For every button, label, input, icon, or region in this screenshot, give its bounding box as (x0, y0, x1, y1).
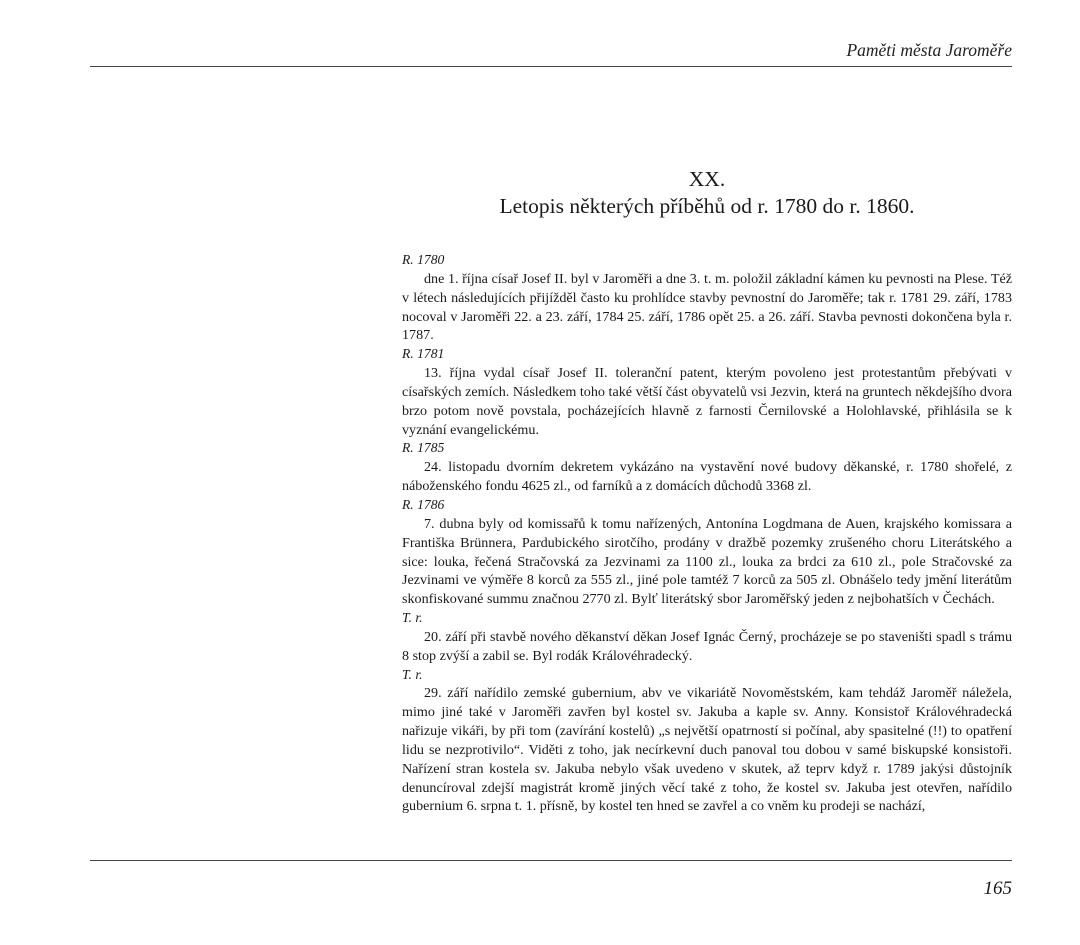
entry-paragraph: 29. září nařídilo zemské gubernium, abv ve vikariátě Novoměstském, kam tehdáž Jaroměř náležela, mimo jiné také v Jaroměři zavřen byl kostel sv. Jakuba a kaple sv. Anny. Konsistoř Královéhradecká nařizuje vikáři, by při tom (zavírání kostelů) „s největší opatrností si počínal, aby spasitelné (!!) to opatření lidu se nezprotivilo“. Viděti z toho, jak necírkevní duch panoval tou dobou v samé biskupské konsistoři. Nařízení stran kostela sv. Jakuba nebylo však uvedeno v skutek, až teprv když r. 1789 jakýsi důstojník denuncíroval zdejší magistrát kromě jiných věcí také z toho, že kostel sv. Jakuba jest otevřen, nařídilo gubernium 6. srpna t. 1. přísně, by kostel ten hned se zavřel a co vněm ku prodeji se nachází, (402, 685, 1012, 815)
entry-paragraph: 20. září při stavbě nového děkanství děkan Josef Ignác Černý, procházeje se po staveništi spadl s trámu 8 stop zvýší a zabil se. Byl rodák Královéhradecký. (402, 628, 1012, 664)
chapter-title: Letopis některých příběhů od r. 1780 do r. 1860. (499, 194, 915, 218)
entry (402, 439, 1012, 496)
entry (402, 345, 1012, 439)
header-rule (90, 66, 1012, 67)
footer-rule (90, 860, 1012, 861)
entry-paragraph: dne 1. října císař Josef II. byl v Jaroměři a dne 3. t. m. položil základní kámen ku pevnosti na Plese. Též v létech následujících přijížděl často ku prohlídce stavby pevnostní do Jaroměře; tak r. 1781 29. září, 1783 nocoval v Jaroměři 22. a 23. září, 1784 25. září, 1786 opět 25. a 26. září. Stavba pevnosti dokončena byla r. 1787. (402, 270, 1012, 344)
page-number: 165 (983, 878, 1012, 899)
entry-year-heading: T. r. (402, 666, 423, 682)
chapter-number: XX. (688, 167, 726, 191)
running-title: Paměti města Jaroměře (846, 40, 1012, 60)
entry-year-heading: R. 1785 (402, 440, 445, 456)
entry (402, 609, 1012, 666)
entry (402, 496, 1012, 609)
entry-year-heading: R. 1780 (402, 252, 445, 267)
entry-year-heading: T. r. (402, 610, 423, 626)
entry-year-heading: R. 1786 (402, 496, 445, 512)
entry-year-heading: R. 1781 (402, 346, 445, 362)
chronicle-text (402, 251, 1012, 816)
entry (402, 666, 1012, 817)
entry (402, 251, 1012, 345)
entry-paragraph: 7. dubna byly od komissařů k tomu nařízených, Antonína Logdmana de Auen, krajského komissara a Františka Brünnera, Pardubického sirotčího, prodány v dražbě pozemky zrušeného choru Literátského a sice: louka, řečená Stračovská za Jezvinami za 1100 zl., louka za brdci za 610 zl., pole Stračovské za Jezvinami ve výměře 8 korců za 555 zl., jiné pole tamtéž 7 korců za 505 zl. Obnášelo tedy jmění literátům skonfiskované summu značnou 2770 zl. Bylť literátský sbor Jaroměřský jeden z nejbohatších v Čechách. (402, 515, 1012, 608)
entry-paragraph: 13. října vydal císař Josef II. toleranční patent, kterým povoleno jest protestantům přebývati v císařských zemích. Následkem toho také větší část obyvatelů vsi Jezvin, která na gruntech někdejšího dvora brzo potom nově povstala, pocházejících hlavně z farnosti Černilovské a Holohlavské, přihlásila se k vyznání evangelickému. (402, 365, 1012, 438)
entry-paragraph: 24. listopadu dvorním dekretem vykázáno na vystavění nové budovy děkanské, r. 1780 shořelé, z náboženského fondu 4625 zl., od farníků a z domácích důchodů 3368 zl. (402, 459, 1012, 495)
chapter-heading (402, 166, 1012, 220)
